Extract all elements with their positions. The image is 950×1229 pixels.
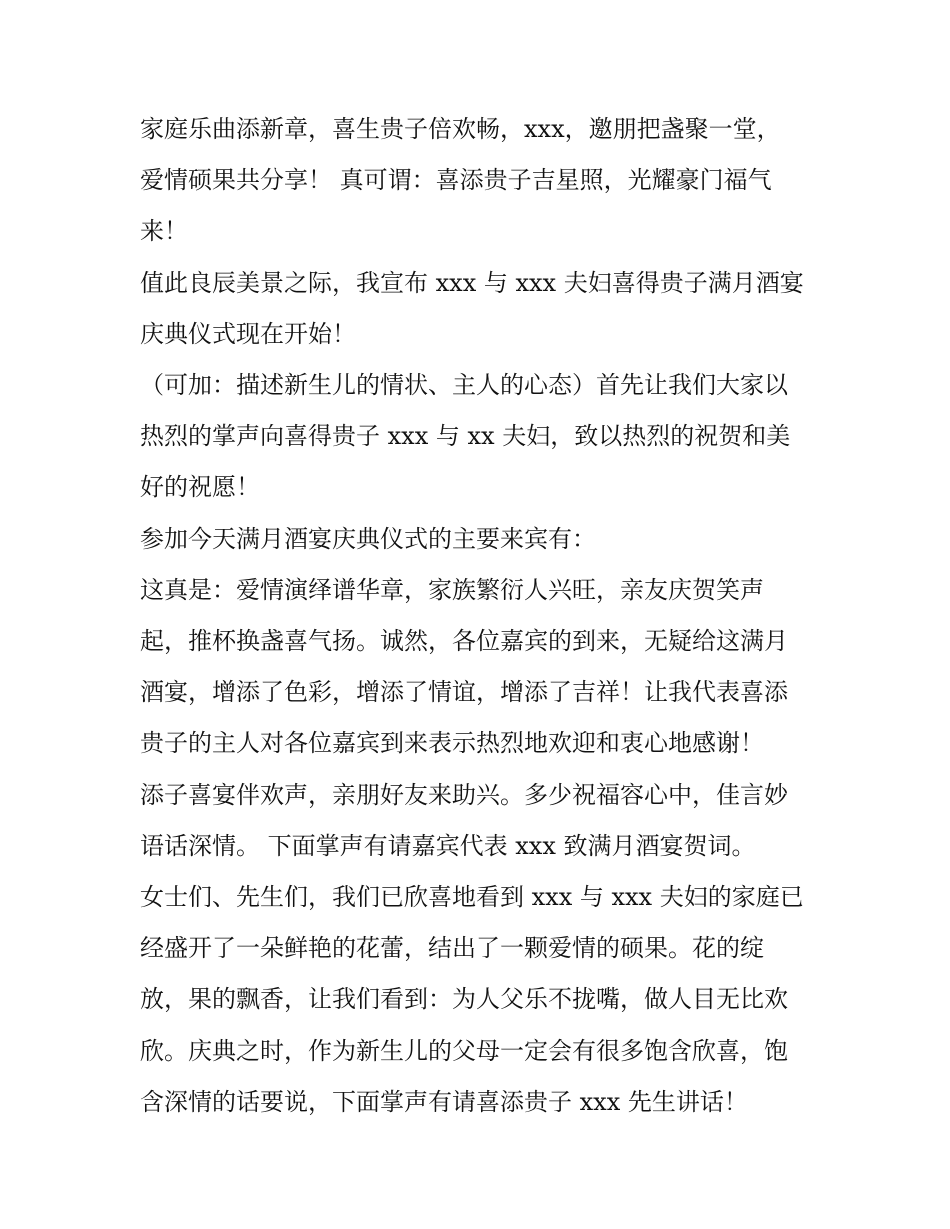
text-line: 好的祝愿！ [140, 473, 260, 502]
text-line: 参加今天满月酒宴庆典仪式的主要来宾有： [140, 524, 596, 553]
text-line: 热烈的掌声向喜得贵子 xxx 与 xx 夫妇，致以热烈的祝贺和美 [140, 422, 791, 451]
text-line: 贵子的主人对各位嘉宾到来表示热烈地欢迎和衷心地感谢！ [140, 729, 764, 758]
paragraph-welcome [140, 565, 820, 770]
paragraph-opening [140, 104, 820, 258]
paragraph-announcement [140, 258, 820, 360]
paragraph-guests [140, 514, 820, 565]
text-line: 起，推杯换盏喜气扬。诚然，各位嘉宾的到来，无疑给这满月 [140, 627, 788, 656]
text-line: 酒宴，增添了色彩，增添了情谊，增添了吉祥！让我代表喜添 [140, 678, 788, 707]
text-line: 语话深情。 下面掌声有请嘉宾代表 xxx 致满月酒宴贺词。 [140, 831, 756, 860]
text-line: 来！ [140, 217, 188, 246]
document-body [140, 104, 820, 1128]
text-line: 庆典仪式现在开始！ [140, 319, 356, 348]
text-line: 经盛开了一朵鲜艳的花蕾，结出了一颗爱情的硕果。花的绽 [140, 934, 764, 963]
text-line: 家庭乐曲添新章，喜生贵子倍欢畅，xxx，邀朋把盏聚一堂， [140, 115, 781, 143]
text-line: 含深情的话要说，下面掌声有请喜添贵子 xxx 先生讲话！ [140, 1087, 748, 1116]
paragraph-host-speech [140, 872, 820, 1128]
text-line: 爱情硕果共分享！ 真可谓：喜添贵子吉星照，光耀豪门福气 [140, 166, 772, 195]
text-line: 女士们、先生们，我们已欣喜地看到 xxx 与 xxx 夫妇的家庭已 [140, 883, 804, 912]
text-line: 这真是：爱情演绎谱华章，家族繁衍人兴旺，亲友庆贺笑声 [140, 575, 764, 604]
text-line: 值此良辰美景之际，我宣布 xxx 与 xxx 夫妇喜得贵子满月酒宴 [140, 268, 804, 297]
text-line: 欣。庆典之时，作为新生儿的父母一定会有很多饱含欣喜，饱 [140, 1036, 788, 1065]
text-line: 放，果的飘香，让我们看到：为人父乐不拢嘴，做人目无比欢 [140, 985, 788, 1014]
text-line: 添子喜宴伴欢声，亲朋好友来助兴。多少祝福容心中，佳言妙 [140, 780, 788, 809]
paragraph-applause [140, 360, 820, 514]
paragraph-guest-speech [140, 770, 820, 872]
text-line: （可加：描述新生儿的情状、主人的心态）首先让我们大家以 [140, 371, 788, 400]
